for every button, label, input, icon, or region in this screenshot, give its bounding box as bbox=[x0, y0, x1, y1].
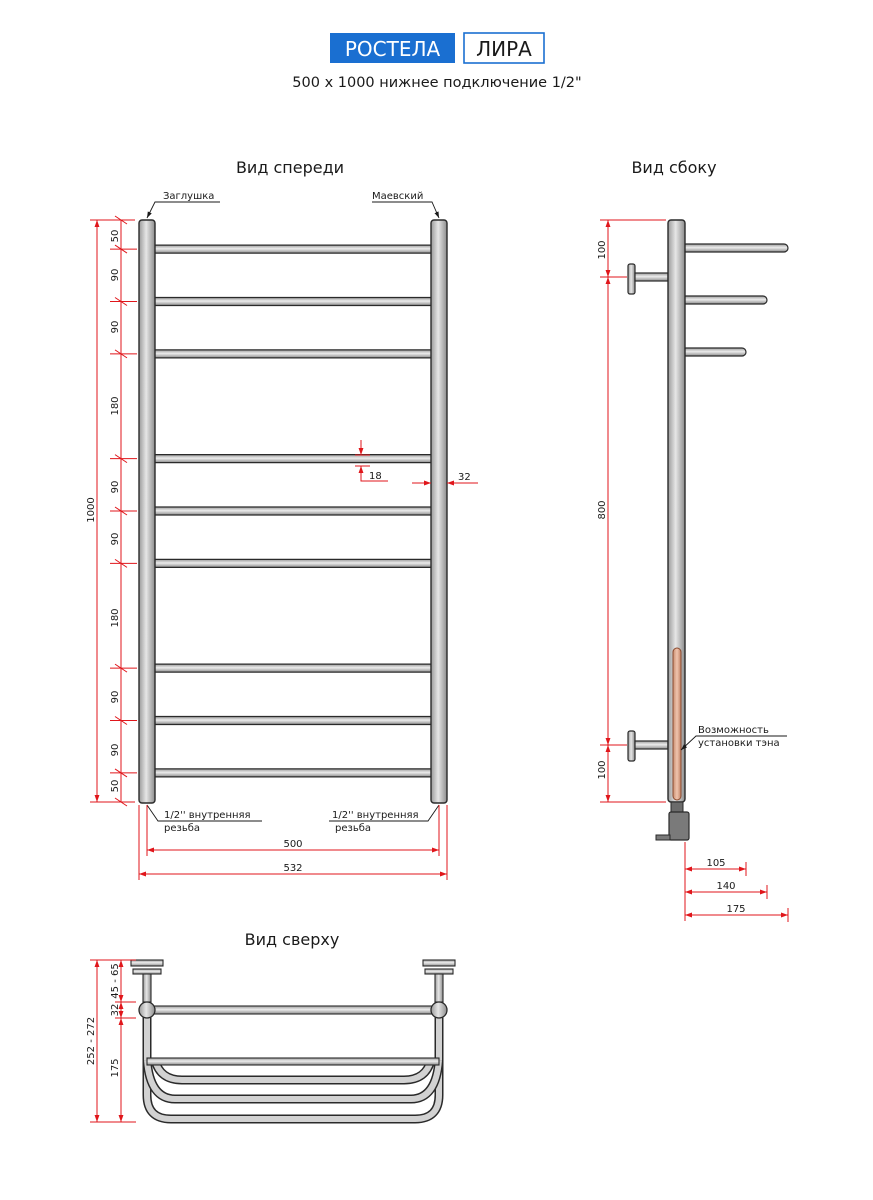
top-riser-label: 32 bbox=[110, 1003, 121, 1017]
side-middle: 800 bbox=[597, 500, 608, 520]
model-name: ЛИРА bbox=[476, 37, 532, 61]
subtitle: 500 х 1000 нижнее подключение 1/2" bbox=[292, 75, 582, 91]
bar-diameter-label: 18 bbox=[369, 471, 382, 482]
top-view bbox=[131, 960, 455, 1119]
riser-circle-left bbox=[139, 1002, 155, 1018]
front-bar bbox=[141, 717, 445, 725]
heater-label-line2: установки тэна bbox=[698, 738, 780, 749]
front-bar bbox=[151, 664, 435, 672]
front-height-dims bbox=[86, 216, 137, 806]
shelf-depth-label: 175 bbox=[110, 1058, 121, 1078]
seg-2: 90 bbox=[110, 320, 121, 334]
seg-9: 50 bbox=[110, 779, 121, 793]
total-depth-label: 252 - 272 bbox=[86, 1016, 97, 1066]
side-bar-3 bbox=[682, 348, 746, 356]
front-bar bbox=[141, 297, 445, 305]
brand-name: РОСТЕЛА bbox=[344, 37, 441, 61]
front-bar bbox=[151, 507, 435, 515]
depth-3: 175 bbox=[726, 904, 746, 915]
top-view-dims bbox=[86, 960, 136, 1122]
front-bar bbox=[151, 455, 435, 463]
seg-3: 180 bbox=[110, 396, 121, 416]
side-bar-1 bbox=[682, 244, 788, 252]
flange-left bbox=[131, 960, 163, 1002]
side-bottom-offset: 100 bbox=[597, 760, 608, 780]
seg-7: 90 bbox=[110, 690, 121, 704]
seg-6: 180 bbox=[110, 608, 121, 628]
thread-left-line1: 1/2'' внутренняя bbox=[164, 810, 251, 821]
riser-circle-right bbox=[431, 1002, 447, 1018]
seg-5: 90 bbox=[110, 532, 121, 546]
side-bar-2 bbox=[682, 296, 767, 304]
side-height-dims bbox=[597, 220, 666, 802]
top-back-bar bbox=[147, 1006, 439, 1014]
thread-right-line1: 1/2'' внутренняя bbox=[332, 810, 419, 821]
front-view-title: Вид спереди bbox=[235, 158, 345, 177]
width-total-label: 532 bbox=[283, 863, 303, 874]
thread-left-line2: резьба bbox=[164, 823, 201, 834]
seg-8: 90 bbox=[110, 743, 121, 757]
wall-offset-label: 45 - 65 bbox=[110, 963, 121, 999]
heater-label bbox=[681, 725, 787, 750]
segment-ticks bbox=[110, 216, 137, 806]
riser-left bbox=[139, 220, 155, 803]
label-air-vent: Маевский bbox=[372, 191, 424, 202]
brand-header bbox=[330, 33, 544, 63]
top-view-title: Вид сверху bbox=[244, 930, 340, 949]
heater-nut bbox=[671, 802, 683, 812]
front-bar bbox=[151, 559, 435, 567]
bottom-bracket bbox=[628, 731, 668, 761]
shelf-front-bar bbox=[147, 1058, 439, 1065]
depth-1: 105 bbox=[706, 858, 726, 869]
heater-body bbox=[669, 812, 689, 840]
front-bar bbox=[141, 769, 445, 777]
side-depth-dims bbox=[685, 842, 788, 922]
riser-diameter-label: 32 bbox=[458, 472, 471, 483]
seg-1: 90 bbox=[110, 268, 121, 282]
flange-right bbox=[423, 960, 455, 1002]
front-bar bbox=[141, 245, 445, 253]
total-height-label: 1000 bbox=[86, 497, 97, 523]
heater-cable bbox=[656, 835, 670, 840]
front-bar bbox=[141, 350, 445, 358]
front-bottom-labels bbox=[147, 805, 439, 834]
width-axis-label: 500 bbox=[283, 839, 303, 850]
riser-right bbox=[431, 220, 447, 803]
top-bracket bbox=[628, 264, 668, 294]
thread-right-line2: резьба bbox=[335, 823, 372, 834]
side-view-title: Вид сбоку bbox=[631, 158, 717, 177]
front-top-labels bbox=[147, 191, 439, 218]
side-top-offset: 100 bbox=[597, 240, 608, 260]
front-view bbox=[139, 220, 447, 803]
seg-0: 50 bbox=[110, 229, 121, 243]
depth-2: 140 bbox=[716, 881, 736, 892]
label-plug: Заглушка bbox=[163, 191, 215, 202]
heater-label-line1: Возможность bbox=[698, 725, 769, 736]
front-bars bbox=[141, 245, 445, 777]
heater-element bbox=[673, 648, 681, 800]
seg-4: 90 bbox=[110, 480, 121, 494]
